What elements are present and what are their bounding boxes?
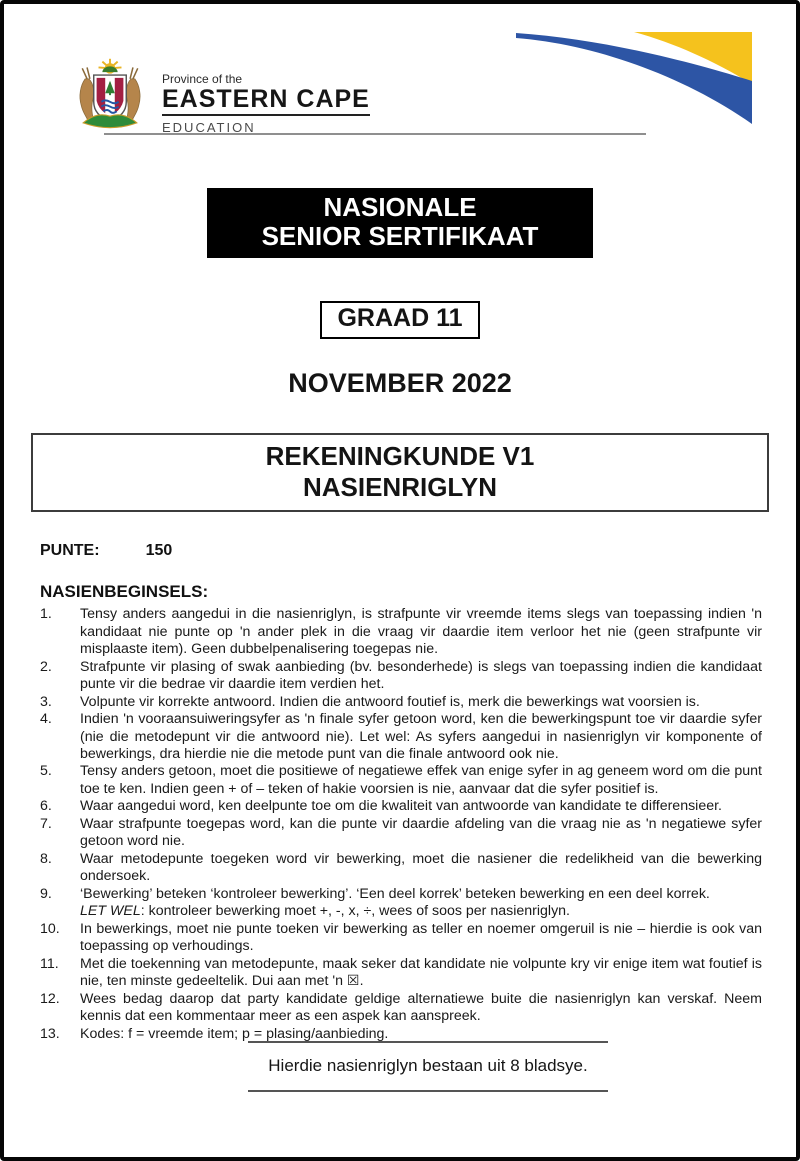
corner-swoosh-icon — [516, 24, 756, 134]
certificate-title-block — [207, 188, 593, 258]
subject-title-block — [31, 433, 769, 512]
eastern-cape-coat-of-arms-icon — [60, 54, 160, 142]
item-number: 1. — [40, 606, 52, 623]
item-number: 13. — [40, 1025, 60, 1042]
grade-box: GRAAD 11 — [320, 301, 480, 339]
marks-row — [40, 542, 796, 560]
item-number: 4. — [40, 711, 52, 728]
marks-value: 150 — [145, 542, 173, 560]
item-text: In bewerkings, moet nie punte toeken vir bewerking as teller en noemer omgeruil is nie – hierdie is ook van toepassing op verhoudings. — [80, 920, 762, 955]
item-text: Strafpunte vir plasing of swak aanbieding (bv. besonderhede) is slegs van toepassing indien die kandidaat punte vir die bedrae vir daardie item verdien het. — [80, 658, 762, 693]
page-header — [4, 4, 796, 144]
item-text: Tensy anders getoon, moet die positiewe of negatiewe effek van enige syfer in ag geneem word om die punt toe te ken. Indien geen + of – teken of hakie voorsien is nie, aanvaar dat die syfer positief is. — [80, 763, 762, 797]
principle-item — [40, 956, 762, 991]
item-number: 11. — [40, 955, 59, 972]
province-name-text: EASTERN CAPE — [162, 87, 370, 116]
item-number: 3. — [40, 693, 52, 710]
marking-principles-section — [40, 582, 762, 1043]
principle-item — [40, 886, 762, 921]
item-number: 5. — [40, 763, 52, 780]
header-divider — [104, 133, 646, 135]
principle-item — [40, 921, 762, 956]
item-text: Wees bedag daarop dat party kandidate geldige alternatiewe buite die nasienriglyn kan verskaf. Neem kennis dat een kommentaar meer as een aspek kan aanspreek. — [80, 990, 762, 1025]
principle-item — [40, 694, 762, 711]
item-note-prefix: LET WEL — [80, 903, 141, 920]
subject-line1: REKENINGKUNDE V1 — [265, 440, 535, 471]
item-text-main: ‘Bewerking’ beteken ‘kontroleer bewerking’. ‘Een deel korrek’ beteken bewerking en een deel korrek. — [80, 885, 710, 902]
item-number: 7. — [40, 815, 52, 832]
session-title: NOVEMBER 2022 — [288, 368, 512, 399]
principle-item — [40, 763, 762, 798]
item-text: Waar strafpunte toegepas word, kan die punte vir daardie afdeling van die vraag nie as 'n negatiewe syfer getoon word nie. — [80, 815, 762, 850]
principle-item — [40, 606, 762, 658]
item-number: 8. — [40, 850, 52, 867]
item-number: 12. — [40, 990, 60, 1007]
sun-emblem — [99, 59, 122, 74]
principles-list — [40, 606, 762, 1043]
province-line-text: Province of the — [162, 72, 243, 86]
department-text: EDUCATION — [162, 120, 256, 135]
shield — [94, 75, 127, 121]
item-text: Tensy anders aangedui in die nasienriglyn, is strafpunte vir vreemde items slegs van toepassing indien 'n kandidaat nie punte op 'n ander plek in die vraag vir daardie item verloor het nie (geen strafpunte vir misplaaste item). Geen dubbelpenalisering toegepas nie. — [80, 606, 762, 658]
item-text: Met die toekenning van metodepunte, maak seker dat kandidate nie volpunte kry vir enige item wat foutief is nie, ten minste gedeeltelik. Dui aan met 'n ☒. — [80, 955, 762, 990]
department-lockup — [162, 72, 370, 135]
item-text: Indien 'n vooraansuiweringsyfer as 'n finale syfer getoon word, ken die bewerkingspunt toe vir daardie syfer (nie die metodepunt vir die antwoord nie). Let wel: As syfers aangedui in nasienriglyn vir komponente of bewerkings, dra hierdie nie die metode punt van die finale antwoord ook nie. — [80, 711, 762, 762]
subject-line2: NASIENRIGLYN — [302, 471, 498, 502]
item-text: Volpunte vir korrekte antwoord. Indien die antwoord foutief is, merk die bewerkings wat voorsien is. — [80, 693, 700, 710]
principles-heading: NASIENBEGINSELS: — [40, 582, 209, 602]
item-number: 6. — [40, 798, 52, 815]
principle-item — [40, 711, 762, 763]
item-text — [80, 886, 762, 921]
principle-item — [40, 851, 762, 886]
item-number: 10. — [40, 920, 60, 937]
item-text: Waar metodepunte toegeken word vir bewerking, moet die nasiener die redelikheid van die bewerking ondersoek. — [80, 850, 762, 885]
certificate-line2: SENIOR SERTIFIKAAT — [261, 221, 539, 252]
item-number: 9. — [40, 885, 52, 902]
item-text: Kodes: f = vreemde item; p = plasing/aanbieding. — [80, 1025, 389, 1042]
certificate-line1: NASIONALE — [323, 192, 477, 222]
page-count-text: Hierdie nasienriglyn bestaan uit 8 bladsye. — [268, 1056, 588, 1075]
principle-item — [40, 798, 762, 815]
principle-item — [40, 991, 762, 1026]
item-text: Waar aangedui word, ken deelpunte toe om die kwaliteit van antwoorde van kandidate te differensieer. — [80, 798, 722, 815]
principle-item — [40, 659, 762, 694]
principle-item — [40, 816, 762, 851]
item-note-rest: : kontroleer bewerking moet +, -, x, ÷, wees of soos per nasienriglyn. — [140, 903, 570, 920]
item-number: 2. — [40, 658, 52, 675]
page-count-note — [248, 1041, 608, 1092]
marks-label: PUNTE: — [40, 542, 100, 560]
